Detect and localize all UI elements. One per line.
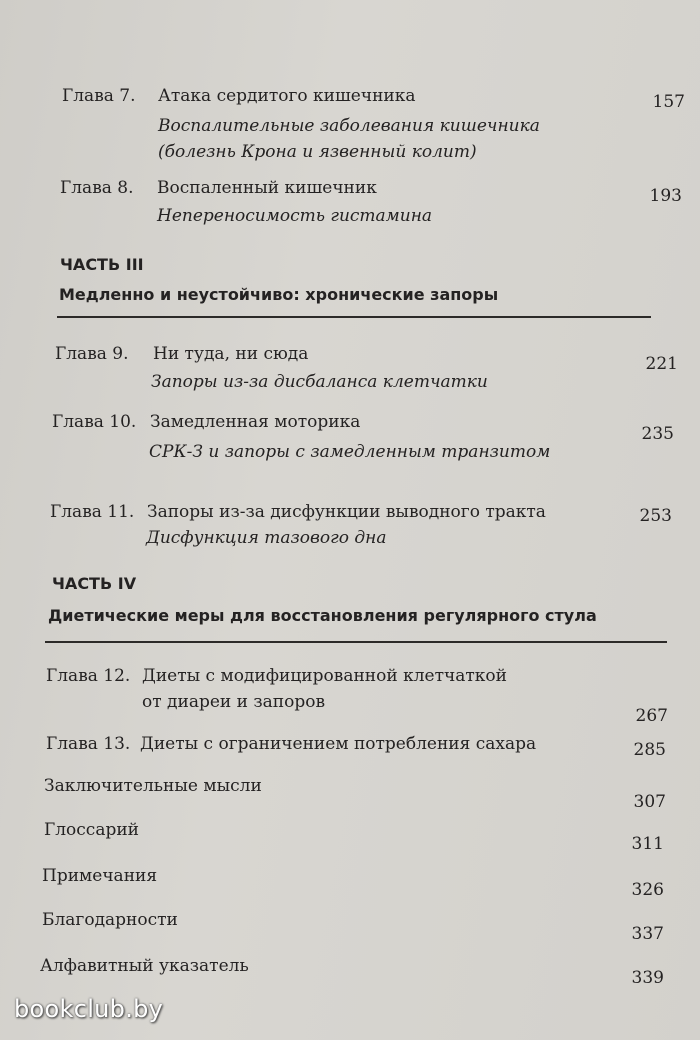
part-label: ЧАСТЬ III (60, 255, 144, 274)
back-matter-title: Заключительные мысли (44, 776, 262, 796)
chapter-subtitle: Воспалительные заболевания кишечника (158, 116, 540, 136)
part-divider (45, 641, 667, 643)
chapter-title: Диеты с модифицированной клетчаткой (142, 666, 507, 686)
chapter-title: Замедленная моторика (150, 412, 361, 432)
page-number: 235 (641, 424, 674, 444)
chapter-label: Глава 11. (50, 502, 135, 522)
part-divider (57, 316, 651, 318)
chapter-title-continued: от диареи и запоров (142, 692, 326, 712)
chapter-title: Ни туда, ни сюда (153, 344, 309, 364)
back-matter-title: Алфавитный указатель (40, 956, 249, 976)
back-matter-title: Примечания (42, 866, 158, 886)
page-number: 337 (631, 924, 664, 944)
chapter-label: Глава 13. (46, 734, 131, 754)
chapter-title: Атака сердитого кишечника (158, 86, 416, 106)
chapter-title: Запоры из-за дисфункции выводного тракта (147, 502, 546, 522)
part-label: ЧАСТЬ IV (52, 574, 137, 593)
part-title: Диетические меры для восстановления регулярного стула (48, 606, 597, 625)
site-watermark: bookclub.by (14, 995, 164, 1023)
page-number: 339 (631, 968, 664, 988)
page-number: 253 (639, 506, 672, 526)
back-matter-title: Благодарности (42, 910, 178, 930)
chapter-title: Воспаленный кишечник (157, 178, 377, 198)
page-number: 307 (633, 792, 666, 812)
chapter-subtitle: Дисфункция тазового дна (146, 528, 387, 548)
chapter-label: Глава 7. (62, 86, 136, 106)
chapter-label: Глава 12. (46, 666, 131, 686)
chapter-subtitle: Непереносимость гистамина (157, 206, 433, 226)
back-matter-title: Глоссарий (44, 820, 140, 840)
chapter-label: Глава 8. (60, 178, 134, 198)
page-number: 267 (635, 706, 668, 726)
page-number: 285 (633, 740, 666, 760)
chapter-title: Диеты с ограничением потребления сахара (140, 734, 537, 754)
page-number: 326 (631, 880, 664, 900)
chapter-label: Глава 9. (55, 344, 129, 364)
page-number: 311 (631, 834, 664, 854)
chapter-label: Глава 10. (52, 412, 137, 432)
page-number: 221 (645, 354, 678, 374)
part-title: Медленно и неустойчиво: хронические запоры (59, 285, 499, 304)
chapter-subtitle-continued: (болезнь Крона и язвенный колит) (158, 142, 477, 162)
page-number: 157 (652, 92, 685, 112)
chapter-subtitle: Запоры из-за дисбаланса клетчатки (151, 372, 488, 392)
chapter-subtitle: СРК-З и запоры с замедленным транзитом (149, 442, 551, 462)
page-number: 193 (649, 186, 682, 206)
